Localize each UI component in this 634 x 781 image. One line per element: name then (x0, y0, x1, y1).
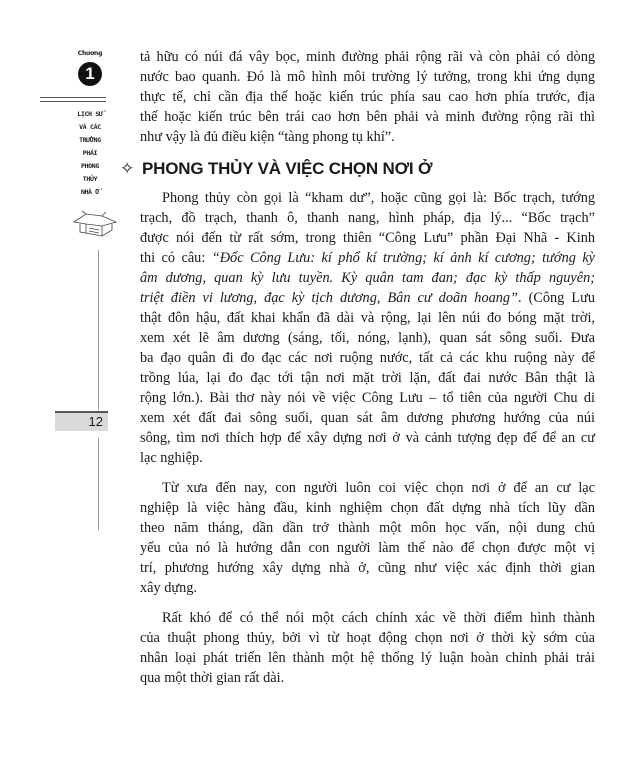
text-segment: của thuật phong thủy, bởi vì từ hoạt động chọn nơi ở thời kỳ sớm của (140, 630, 595, 646)
house-icon (72, 210, 118, 238)
text-segment: . (Công Lưu (517, 290, 595, 306)
text-line (140, 448, 595, 468)
text-segment: trồng lúa, lại đo đạc tới tận nơi mặt trời lặn, đất đai nước Bân thật là (140, 370, 595, 386)
section-heading-text: PHONG THỦY VÀ VIỆC CHỌN NƠI Ở (142, 159, 433, 178)
text-line (140, 518, 595, 538)
text-segment: nhân loại phát triển lên thành một hệ thống lý luận hoàn chỉnh phải trải (140, 650, 595, 666)
text-line (140, 328, 595, 348)
text-line (140, 248, 595, 268)
text-line (140, 308, 595, 328)
text-segment: thực tế, chỉ cần địa thế hoặc kiến trúc phía sau cao hơn phía trước, địa (140, 89, 595, 105)
text-segment: yếu của nó là hướng dẫn con người làm thế nào để chọn được một vị (140, 540, 595, 556)
italic-quote: triệt điền vi lương, đạc kỳ tịch dương, Bân cư doãn hoang” (140, 290, 518, 306)
text-line (140, 127, 595, 147)
text-segment: thật đôn hậu, đất khai khẩn đã dài và rộng, lại lên núi đo bóng mặt trời, (140, 310, 595, 326)
text-line (140, 268, 595, 288)
text-segment: theo năm tháng, dần dần trở thành một môn học vấn, nội dung chủ (140, 520, 595, 536)
text-segment: Rất khó để có thể nói một cách chính xác về thời điểm hình thành (162, 610, 595, 626)
text-line (140, 628, 595, 648)
text-line (140, 498, 595, 518)
text-line (140, 107, 595, 127)
chapter-label: Chương (77, 50, 103, 57)
diamond-star-icon: ✧ (120, 159, 135, 178)
text-line (140, 47, 595, 67)
paragraph (140, 188, 595, 468)
chapter-title-line: VÀ CÁC (79, 123, 101, 131)
text-line (140, 368, 595, 388)
text-line (140, 428, 595, 448)
intro-paragraph (140, 47, 595, 147)
text-segment: thế hoặc kiến trúc bên trái cao hơn bên phải và minh đường rộng rãi thì (140, 109, 595, 125)
chapter-title-line: TRƯỜNG (79, 136, 101, 144)
text-segment: sông, tìm nơi thích hợp để xây dựng nơi ở và cảnh tượng đẹp để để an cư (140, 430, 595, 446)
text-segment: Phong thủy còn gọi là “kham dư”, hoặc cũng gọi là: Bốc trạch, tướng (162, 190, 595, 206)
paragraph (140, 608, 595, 688)
text-segment: trí, phương hướng xây dựng nhà ở, cũng như việc xác định thời gian (140, 560, 595, 576)
chapter-title (70, 108, 110, 199)
text-segment: xây dựng. (140, 580, 197, 596)
text-line (140, 87, 595, 107)
text-segment: tả hữu có núi đá vây bọc, minh đường phải rộng rãi và còn phải có dòng (140, 49, 595, 65)
text-line (140, 67, 595, 87)
chapter-title-line: THỦY (82, 175, 98, 183)
text-segment: trạch, đồ trạch, thanh ô, thanh nang, hình pháp, địa lý... “Bốc trạch” (140, 210, 595, 226)
chapter-number-badge: 1 (78, 62, 102, 86)
text-line (140, 408, 595, 428)
text-line (140, 188, 595, 208)
text-line (140, 538, 595, 558)
text-segment: thi có câu: (140, 250, 212, 266)
sidebar-divider (40, 97, 106, 102)
text-line (140, 578, 595, 598)
chapter-title-line: NHÀ Ở (80, 188, 100, 196)
page-number: 12 (55, 411, 108, 431)
text-segment: Từ xưa đến nay, con người luôn coi việc chọn nơi ở để an cư lạc (162, 480, 595, 496)
chapter-title-line: PHONG (80, 162, 100, 170)
text-segment: xem xét đất đai sông suối, quan sát âm dương phương hướng của núi (140, 410, 595, 426)
text-segment: nước bao quanh. Đó là mô hình môi trường lý tưởng, trong khi ứng dụng (140, 69, 595, 85)
chapter-title-line: PHÁI (82, 149, 98, 157)
text-line (140, 208, 595, 228)
text-line (140, 668, 595, 688)
text-line (140, 608, 595, 628)
text-segment: ba đạo quân đi đo đạc các nơi ruộng nước, tất cả các khu ruộng này để (140, 350, 595, 366)
text-segment: qua một thời gian rất dài. (140, 670, 285, 686)
chapter-title-line: LỊCH SỬ (77, 110, 103, 118)
margin-rule-upper (98, 250, 99, 410)
italic-quote: âm dương, quan kỳ lưu tuyền. Kỳ quân tam đan; đạc kỳ thấp nguyên; (140, 270, 595, 286)
text-line (140, 388, 595, 408)
text-line (140, 558, 595, 578)
margin-rule-lower (98, 438, 99, 530)
text-segment: xem xét lẽ âm dương (sáng, tối, nóng, lạnh), quan sát sông suối. Đưa (140, 330, 595, 346)
text-segment: nghiệp là việc hàng đầu, kinh nghiệm chọn đất dựng nhà tích lũy dần (140, 500, 595, 516)
text-segment: rộng lớn.). Bài thơ này nói về việc Công Lưu – tổ tiên của người Chu di (140, 390, 595, 406)
text-segment: như vậy là đủ điều kiện “tàng phong tụ khí”. (140, 129, 395, 145)
text-line (140, 478, 595, 498)
section-heading (120, 158, 432, 180)
text-line (140, 228, 595, 248)
text-line (140, 348, 595, 368)
paragraph (140, 478, 595, 598)
text-line (140, 288, 595, 308)
text-line (140, 648, 595, 668)
text-segment: lạc nghiệp. (140, 450, 203, 466)
text-segment: được nói đến từ rất sớm, trong thiên “Công Lưu” phần Đại Nhã - Kinh (140, 230, 595, 246)
italic-quote: “Đốc Công Lưu: kí phổ kí trường; kí ảnh kí cương; tướng kỳ (211, 250, 596, 266)
